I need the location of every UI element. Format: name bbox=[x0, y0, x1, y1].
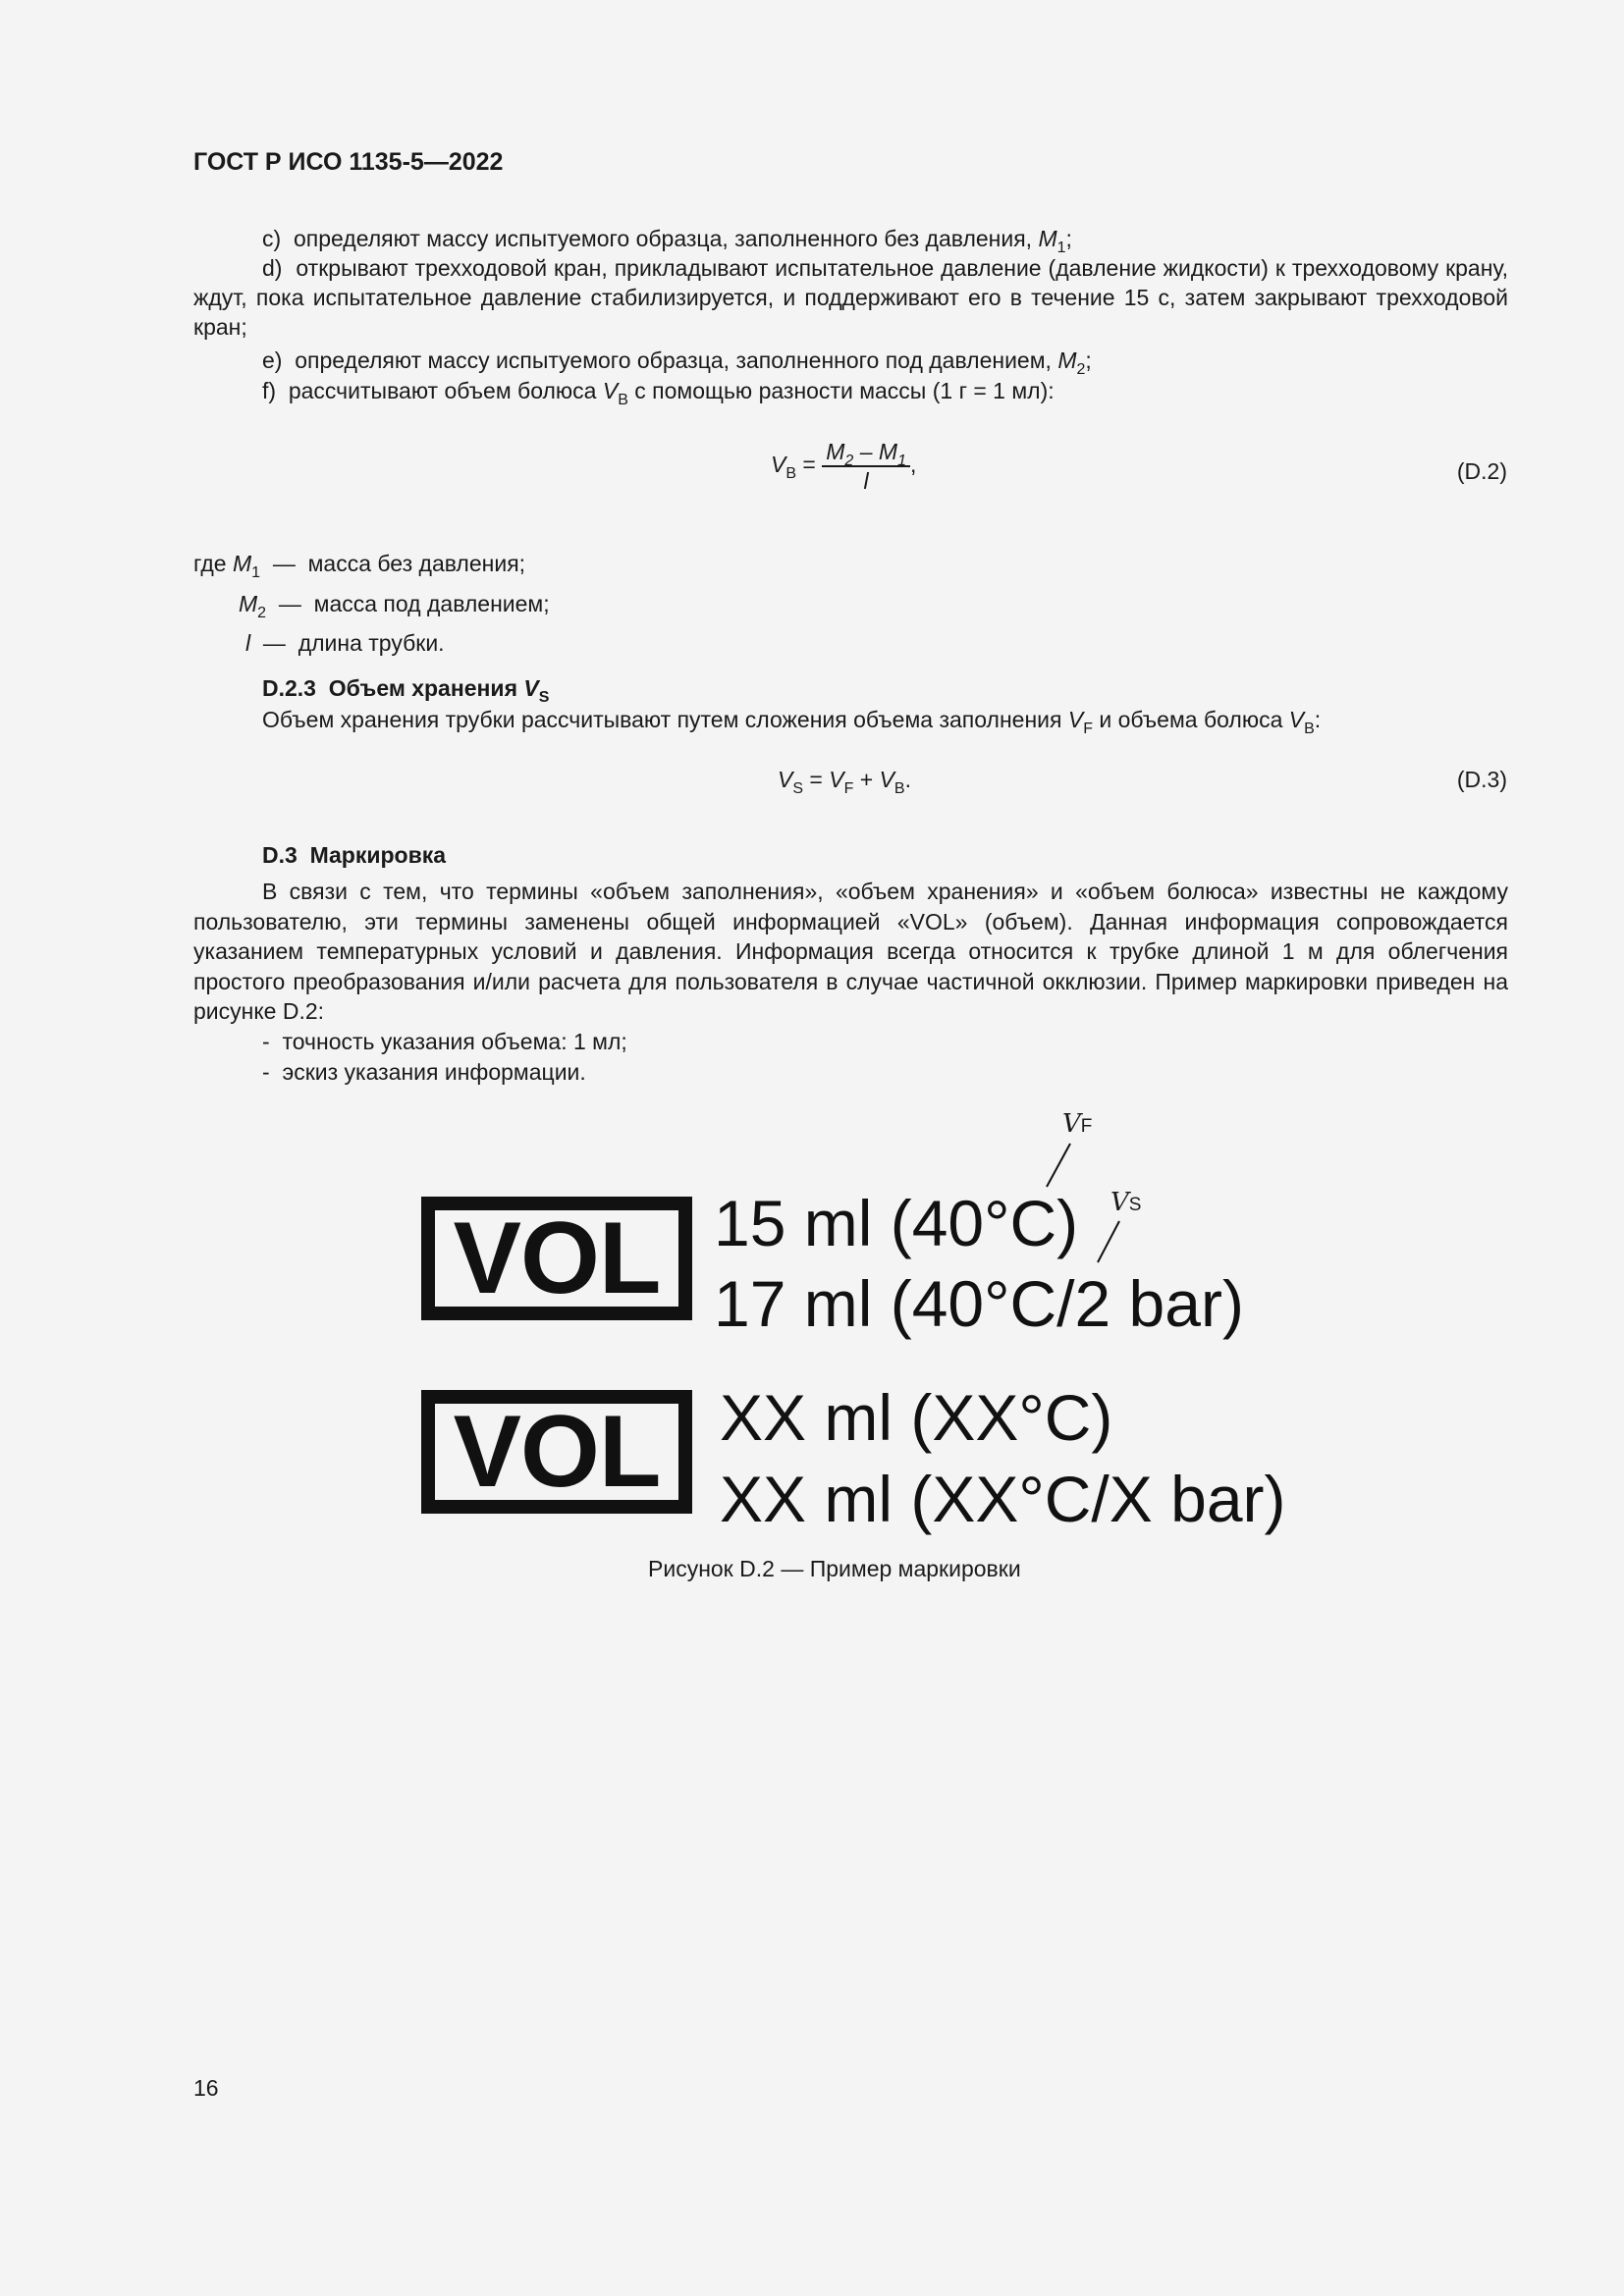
dash: — bbox=[272, 551, 296, 576]
bullet-1 bbox=[262, 1027, 627, 1056]
equation-d3 bbox=[778, 765, 911, 797]
bullet-mark: - bbox=[262, 1059, 270, 1085]
dash: — bbox=[262, 630, 286, 656]
text: и объема болюса bbox=[1099, 707, 1283, 732]
sub: B bbox=[785, 465, 797, 483]
sub: 2 bbox=[257, 605, 267, 621]
sub: 1 bbox=[251, 564, 261, 581]
var-v: V bbox=[602, 378, 619, 403]
sub: F bbox=[1083, 721, 1093, 737]
where-text: длина трубки. bbox=[298, 630, 445, 656]
equation-number-d2: (D.2) bbox=[1456, 458, 1507, 484]
vol-box-1: VOL bbox=[421, 1197, 692, 1320]
annotation-vs bbox=[1110, 1188, 1141, 1220]
where-line-2 bbox=[239, 589, 550, 621]
equation-number-d3: (D.3) bbox=[1456, 767, 1507, 792]
dash: — bbox=[278, 591, 301, 616]
var-m: M bbox=[826, 439, 845, 464]
equals: = bbox=[809, 767, 823, 792]
var-v: V bbox=[778, 767, 793, 792]
equals: = bbox=[802, 452, 816, 478]
punct: ; bbox=[1065, 226, 1072, 251]
var-v: V bbox=[771, 452, 786, 478]
figure-caption: Рисунок D.2 — Пример маркировки bbox=[648, 1556, 1021, 1581]
punct: : bbox=[1314, 707, 1322, 732]
section-d3-heading bbox=[262, 840, 446, 870]
var-m: M bbox=[1057, 347, 1077, 373]
section-title: Объем хранения bbox=[328, 675, 517, 701]
figure-row1-line2: 17 ml (40°C/2 bar) bbox=[714, 1267, 1244, 1340]
var-v: V bbox=[1288, 707, 1305, 732]
sub: B bbox=[618, 392, 628, 408]
section-number: D.2.3 bbox=[262, 675, 316, 701]
step-f-label: f) bbox=[262, 378, 277, 403]
step-e bbox=[193, 346, 1508, 378]
step-f-text-b: с помощью разности массы (1 г = 1 мл): bbox=[634, 378, 1055, 403]
punct: . bbox=[904, 767, 911, 792]
where-text: масса под давлением; bbox=[313, 591, 550, 616]
sub: F bbox=[843, 780, 854, 797]
sub: 1 bbox=[1056, 240, 1066, 256]
var-l: l bbox=[245, 630, 251, 656]
document-header: ГОСТ Р ИСО 1135-5—2022 bbox=[193, 148, 504, 176]
section-number: D.3 bbox=[262, 842, 298, 868]
figure-row2-line2: XX ml (XX°C/X bar) bbox=[720, 1463, 1286, 1535]
step-c bbox=[193, 224, 1508, 256]
fraction bbox=[822, 438, 910, 495]
figure-row1-line1: 15 ml (40°C) bbox=[714, 1187, 1079, 1259]
sub: B bbox=[893, 780, 905, 797]
equation-d2 bbox=[771, 438, 916, 495]
denominator: l bbox=[863, 468, 869, 494]
annotation-vf-leader bbox=[1043, 1142, 1072, 1191]
sub: S bbox=[792, 780, 804, 797]
figure-row2-line1: XX ml (XX°C) bbox=[720, 1381, 1113, 1454]
bullet-mark: - bbox=[262, 1029, 270, 1054]
step-d bbox=[193, 253, 1508, 342]
step-d-text: открывают трехходовой кран, прикладывают испытательное давление (давление жидкости) к трехходовому крану, ждут, пока испытательное давление стабилизируется, и поддерживают его в течение 15 с, затем закрывают трехходовой кран; bbox=[193, 255, 1509, 340]
annotation-vs-leader bbox=[1094, 1219, 1123, 1266]
where-line-1 bbox=[193, 549, 526, 581]
vol-box-2: VOL bbox=[421, 1390, 692, 1514]
where-line-3 bbox=[245, 628, 445, 658]
where-text: масса без давления; bbox=[307, 551, 526, 576]
sub: 2 bbox=[1076, 361, 1086, 378]
where-prefix: где bbox=[193, 551, 227, 576]
var-v: V bbox=[523, 675, 539, 701]
var-m: M bbox=[878, 439, 898, 464]
punct: ; bbox=[1085, 347, 1092, 373]
step-e-text: определяют массу испытуемого образца, заполненного под давлением, bbox=[295, 347, 1052, 373]
plus: + bbox=[859, 767, 874, 792]
var-m: M bbox=[1038, 226, 1057, 251]
sub: B bbox=[1304, 721, 1315, 737]
sub: S bbox=[1128, 1195, 1142, 1215]
text: Объем хранения трубки рассчитывают путем сложения объема заполнения bbox=[262, 707, 1062, 732]
annotation-vf bbox=[1062, 1109, 1092, 1142]
sub: 1 bbox=[897, 453, 906, 469]
section-title: Маркировка bbox=[309, 842, 447, 868]
bullet-2 bbox=[262, 1057, 586, 1087]
var-v: V bbox=[879, 767, 894, 792]
step-f bbox=[193, 376, 1508, 408]
var-v: V bbox=[1067, 707, 1084, 732]
bullet-text: эскиз указания информации. bbox=[282, 1059, 586, 1085]
sub: 2 bbox=[844, 453, 854, 469]
sub: S bbox=[538, 689, 550, 706]
bullet-text: точность указания объема: 1 мл; bbox=[282, 1029, 627, 1054]
step-c-label: c) bbox=[262, 226, 282, 251]
section-d23-heading bbox=[262, 673, 550, 706]
var-v: V bbox=[829, 767, 844, 792]
step-e-label: e) bbox=[262, 347, 283, 373]
step-f-text: рассчитывают объем болюса bbox=[288, 378, 597, 403]
punct: , bbox=[909, 452, 917, 478]
var-m: M bbox=[239, 591, 258, 616]
var-m: M bbox=[232, 551, 252, 576]
step-d-label: d) bbox=[262, 255, 283, 281]
step-c-text: определяют массу испытуемого образца, заполненного без давления, bbox=[293, 226, 1033, 251]
numerator bbox=[822, 438, 910, 467]
minus: – bbox=[859, 439, 873, 464]
var-v: V bbox=[1062, 1109, 1081, 1139]
section-d3-paragraph: В связи с тем, что термины «объем заполнения», «объем хранения» и «объем болюса» известны не каждому пользователю, эти термины заменены общей информацией «VOL» (объем). Данная информация сопровождается указанием температурных условий и давления. Информация всегда относится к трубке длиной 1 м для облегчения простого преобразования и/или расчета для пользователя в случае частичной окклюзии. Пример маркировки приведен на рисунке D.2: bbox=[193, 879, 1508, 1024]
section-d23-text bbox=[262, 705, 1322, 737]
page-number: 16 bbox=[193, 2075, 219, 2101]
sub: F bbox=[1080, 1116, 1093, 1137]
var-v: V bbox=[1110, 1188, 1129, 1217]
